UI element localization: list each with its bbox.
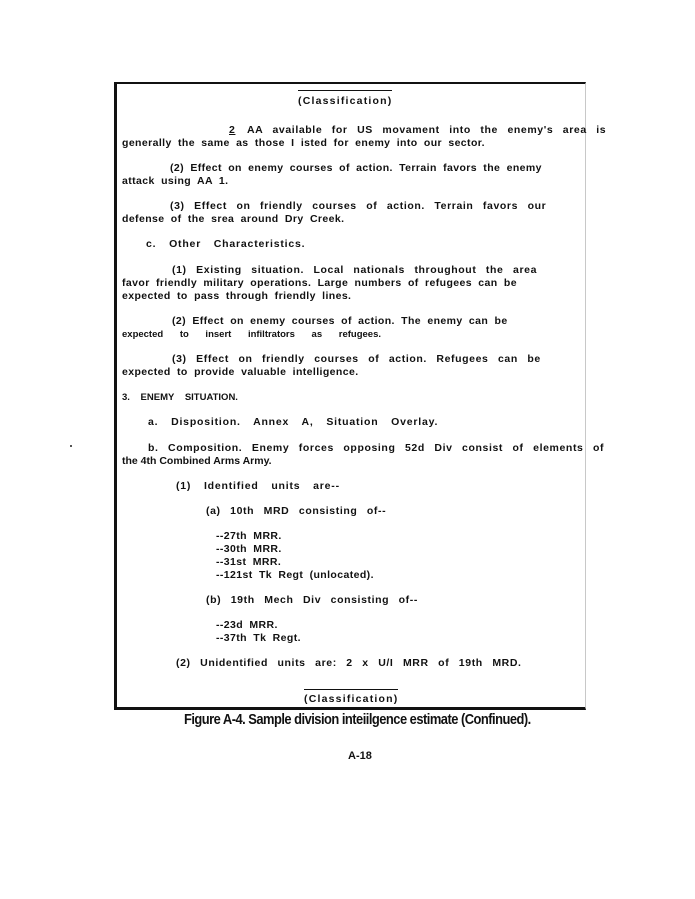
figure-caption: Figure A-4. Sample division inteiilgence estimate (Confinued). [184, 711, 531, 728]
unit-27th-mrr: --27th MRR. [216, 530, 282, 542]
unidentified-units: (2) Unidentified units are: 2 x U/I MRR of 19th MRD. [176, 657, 522, 669]
scan-speck [70, 445, 72, 447]
identified-units-heading: (1) Identified units are-- [176, 480, 340, 492]
section-c-heading: c. Other Characteristics. [146, 238, 306, 250]
para-c2-line-2: expected to insert infiltrators as refugees. [122, 329, 382, 340]
para-c3-line-1: (3) Effect on friendly courses of action. Refugees can be [172, 353, 541, 365]
mrd-10th-heading: (a) 10th MRD consisting of-- [206, 505, 387, 517]
classification-header: (Classification) [298, 90, 392, 107]
para-3-line-1: (3) Effect on friendly courses of action. Terrain favors our [170, 200, 547, 212]
para-c1-line-1: (1) Existing situation. Local nationals throughout the area [172, 264, 538, 276]
unit-30th-mrr: --30th MRR. [216, 543, 282, 555]
para-c1-line-2: favor friendly military operations. Large numbers of refugees can be [122, 277, 517, 289]
classification-footer: (Classification) [304, 689, 398, 705]
page-number: A-18 [348, 750, 372, 762]
para-3-line-2: defense of the srea around Dry Creek. [122, 213, 345, 225]
unit-23d-mrr: --23d MRR. [216, 619, 278, 631]
section-3-heading: 3. ENEMY SITUATION. [122, 392, 238, 403]
mech-div-19th-heading: (b) 19th Mech Div consisting of-- [206, 594, 418, 606]
para-2a-line-1: AA available for US movament into the enemy's area is [247, 124, 607, 136]
para-2b-line-2: attack using AA 1. [122, 175, 229, 187]
para-2b-line-1: (2) Effect on enemy courses of action. Terrain favors the enemy [170, 162, 542, 174]
para-c3-line-2: expected to provide valuable intelligence. [122, 366, 359, 378]
para-2a-marker-text: 2 [229, 124, 236, 136]
para-c1-line-3: expected to pass through friendly lines. [122, 290, 352, 302]
section-3b-line-1: b. Composition. Enemy forces opposing 52d Div consist of elements of [148, 442, 605, 454]
section-3b-line-2: the 4th Combined Arms Army. [122, 455, 272, 467]
section-3a-disposition: a. Disposition. Annex A, Situation Overlay. [148, 416, 439, 428]
para-2a-marker [229, 124, 235, 137]
unit-31st-mrr: --31st MRR. [216, 556, 282, 568]
unit-121st-tk-regt: --121st Tk Regt (unlocated). [216, 569, 374, 581]
unit-37th-tk-regt: --37th Tk Regt. [216, 632, 301, 644]
para-c2-line-1: (2) Effect on enemy courses of action. The enemy can be [172, 315, 508, 327]
para-2a-line-2: generally the same as those I isted for enemy into our sector. [122, 137, 485, 149]
